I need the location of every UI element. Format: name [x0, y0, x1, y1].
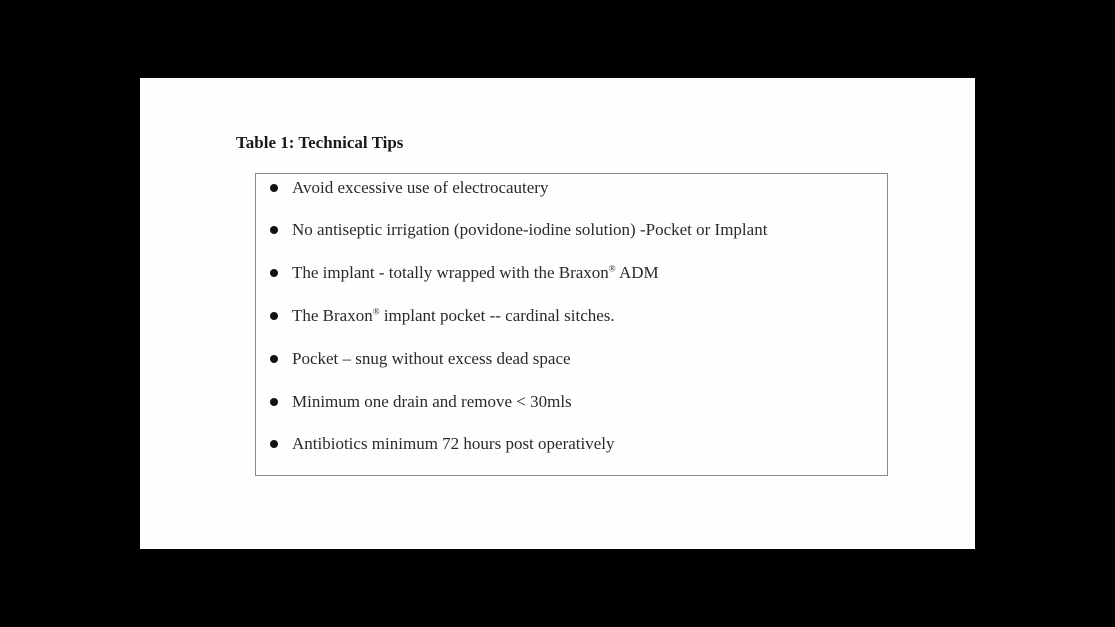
bullet-icon	[270, 312, 278, 320]
document-page	[140, 78, 975, 549]
list-item	[270, 347, 571, 371]
bullet-icon	[270, 355, 278, 363]
tips-box	[255, 173, 888, 476]
list-item	[270, 176, 548, 200]
list-item	[270, 304, 615, 328]
bullet-icon	[270, 269, 278, 277]
bullet-icon	[270, 398, 278, 406]
item-text: Avoid excessive use of electrocautery	[292, 178, 549, 197]
item-text: Pocket – snug without excess dead space	[292, 349, 571, 368]
list-item	[270, 390, 572, 414]
item-text: The Braxon® implant pocket -- cardinal sitches.	[292, 306, 615, 325]
list-item	[270, 432, 615, 456]
item-text: The implant - totally wrapped with the Braxon® ADM	[292, 263, 659, 282]
bullet-icon	[270, 184, 278, 192]
list-item	[270, 261, 659, 285]
item-text: No antiseptic irrigation (povidone-iodine solution) -Pocket or Implant	[292, 220, 768, 239]
list-item	[270, 218, 767, 242]
item-text: Antibiotics minimum 72 hours post operatively	[292, 434, 615, 453]
bullet-icon	[270, 440, 278, 448]
bullet-icon	[270, 226, 278, 234]
table-title: Table 1: Technical Tips	[236, 133, 404, 152]
item-text: Minimum one drain and remove < 30mls	[292, 392, 572, 411]
